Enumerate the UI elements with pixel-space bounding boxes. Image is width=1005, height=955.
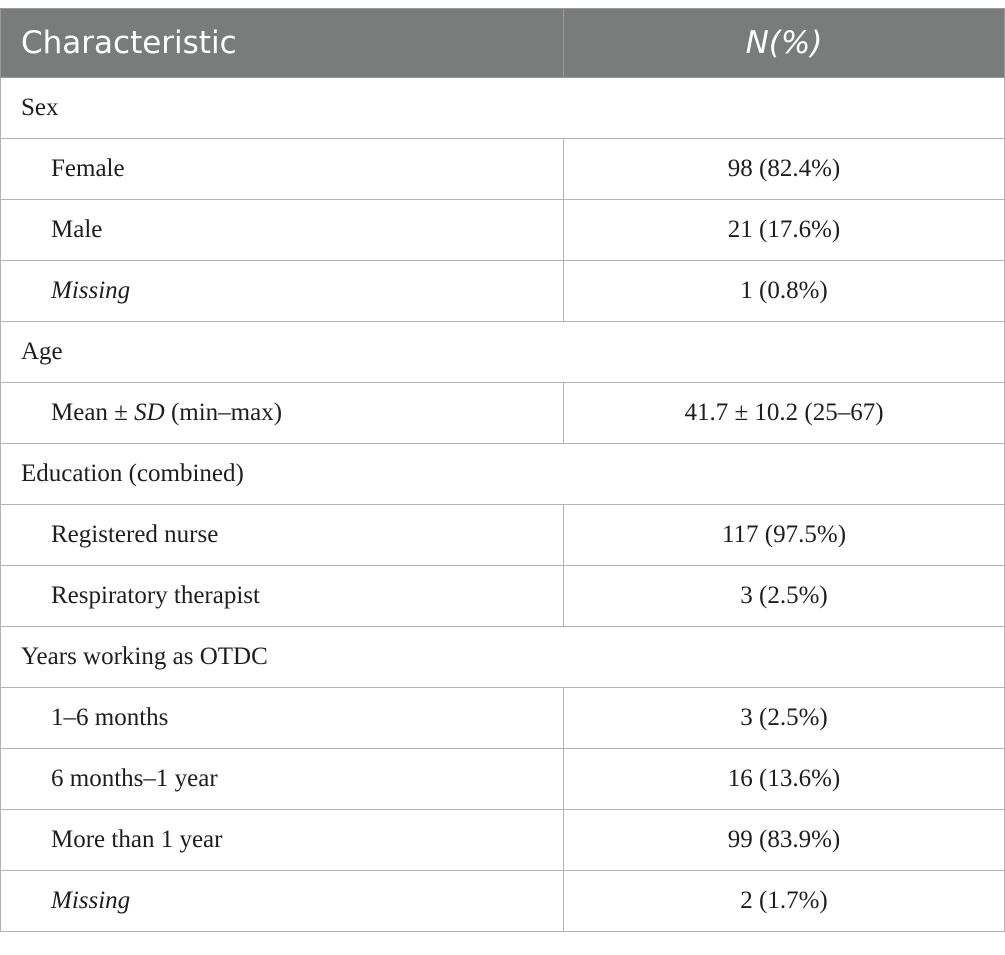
table-row bbox=[1, 871, 1005, 932]
row-value: 98 (82.4%) bbox=[564, 139, 1005, 200]
demographics-table bbox=[0, 8, 1005, 932]
section-title-age: Age bbox=[1, 322, 564, 383]
table-row bbox=[1, 261, 1005, 322]
section-title-years: Years working as OTDC bbox=[1, 627, 564, 688]
section-row-sex bbox=[1, 78, 1005, 139]
row-label: 1–6 months bbox=[1, 688, 564, 749]
table-row bbox=[1, 749, 1005, 810]
section-title-education: Education (combined) bbox=[1, 444, 564, 505]
row-value: 41.7 ± 10.2 (25–67) bbox=[564, 383, 1005, 444]
table-row bbox=[1, 139, 1005, 200]
section-empty-cell bbox=[564, 78, 1005, 139]
row-label: Missing bbox=[1, 261, 564, 322]
row-label bbox=[1, 383, 564, 444]
table-row bbox=[1, 688, 1005, 749]
row-value: 3 (2.5%) bbox=[564, 688, 1005, 749]
section-row-years bbox=[1, 627, 1005, 688]
row-value: 21 (17.6%) bbox=[564, 200, 1005, 261]
header-n-percent: N(%) bbox=[564, 9, 1005, 78]
label-suffix: (min–max) bbox=[164, 399, 283, 426]
section-empty-cell bbox=[564, 322, 1005, 383]
section-empty-cell bbox=[564, 444, 1005, 505]
row-label: 6 months–1 year bbox=[1, 749, 564, 810]
table-row bbox=[1, 810, 1005, 871]
demographics-table-container bbox=[0, 8, 1004, 932]
table-header-row bbox=[1, 9, 1005, 78]
label-prefix: Mean ± bbox=[51, 399, 135, 426]
section-title-sex: Sex bbox=[1, 78, 564, 139]
row-label: Missing bbox=[1, 871, 564, 932]
row-label: More than 1 year bbox=[1, 810, 564, 871]
row-value: 1 (0.8%) bbox=[564, 261, 1005, 322]
row-value: 117 (97.5%) bbox=[564, 505, 1005, 566]
section-empty-cell bbox=[564, 627, 1005, 688]
table-row bbox=[1, 566, 1005, 627]
section-row-education bbox=[1, 444, 1005, 505]
row-value: 3 (2.5%) bbox=[564, 566, 1005, 627]
header-characteristic: Characteristic bbox=[1, 9, 564, 78]
row-label: Male bbox=[1, 200, 564, 261]
section-row-age bbox=[1, 322, 1005, 383]
row-label: Respiratory therapist bbox=[1, 566, 564, 627]
table-row bbox=[1, 200, 1005, 261]
row-label: Registered nurse bbox=[1, 505, 564, 566]
label-italic: SD bbox=[134, 399, 165, 426]
table-row bbox=[1, 505, 1005, 566]
row-label: Female bbox=[1, 139, 564, 200]
table-row bbox=[1, 383, 1005, 444]
row-value: 99 (83.9%) bbox=[564, 810, 1005, 871]
row-value: 2 (1.7%) bbox=[564, 871, 1005, 932]
row-value: 16 (13.6%) bbox=[564, 749, 1005, 810]
